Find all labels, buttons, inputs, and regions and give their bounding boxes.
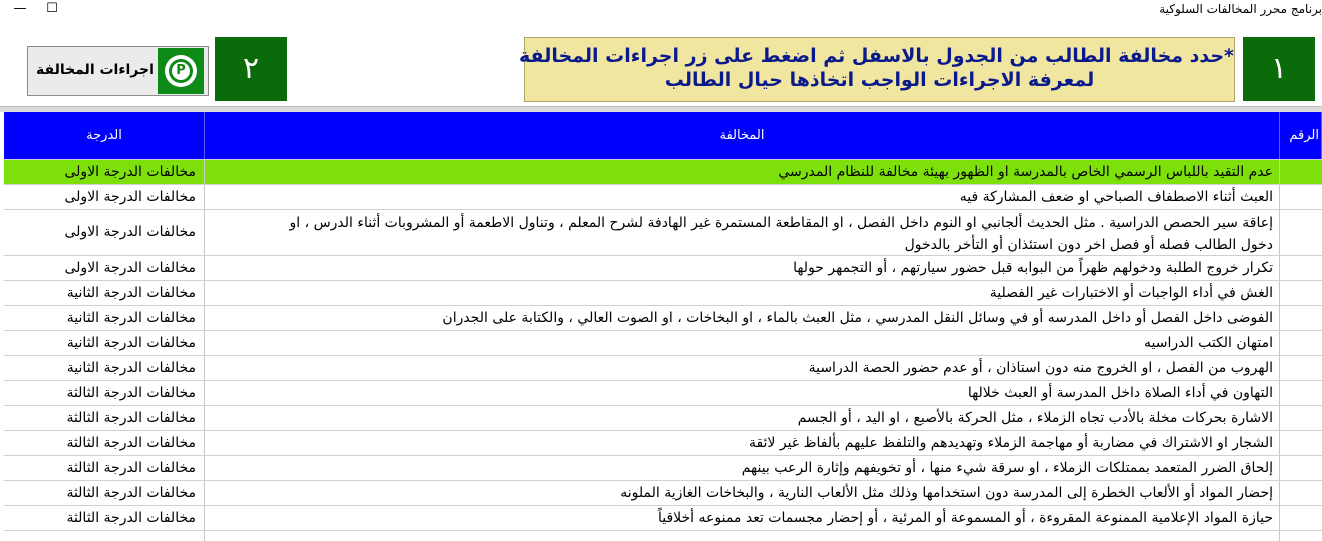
violation-cell: تكرار خروج الطلبة ودخولهم ظهراً من البوابه قبل حضور سيارتهم ، أو التجمهر حولها — [205, 256, 1280, 280]
table-row[interactable] — [4, 306, 1322, 331]
column-header-grade[interactable]: الدرجة — [4, 112, 205, 159]
violation-cell: الشجار او الاشتراك في مضاربة أو مهاجمة الزملاء وتهديدهم والتلفظ عليهم بألفاظ غير لائقة — [205, 431, 1280, 455]
icon-circle — [165, 55, 197, 87]
number-cell — [1280, 356, 1322, 380]
number-cell — [1280, 256, 1322, 280]
table-row[interactable] — [4, 481, 1322, 506]
grade-cell — [4, 531, 205, 541]
violation-line-1: إعاقة سير الحصص الدراسية . مثل الحديث ألجانبي او النوم داخل الفصل ، او المقاطعة المستمرة غير الهادفة لشرح المعلم ، وتناول الاطعمة أو المشروبات أثناء الدرس ، او — [289, 215, 1273, 231]
number-cell — [1280, 185, 1322, 209]
violation-cell: الغش في أداء الواجبات أو الاختبارات غير الفصلية — [205, 281, 1280, 305]
window-title: برنامج محرر المخالفات السلوكية — [1159, 2, 1322, 16]
violation-cell: الاشارة بحركات مخلة بالأدب تجاه الزملاء ، مثل الحركة بالأصبع ، او اليد ، أو الجسم — [205, 406, 1280, 430]
number-cell — [1280, 431, 1322, 455]
table-row[interactable] — [4, 356, 1322, 381]
violation-actions-button[interactable] — [27, 46, 209, 96]
violation-cell: إلحاق الضرر المتعمد بممتلكات الزملاء ، او سرقة شيء منها ، أو تخويفهم وإثارة الرعب بينهم — [205, 456, 1280, 480]
violation-cell — [205, 210, 1280, 255]
grade-cell: مخالفات الدرجة الاولى — [4, 210, 205, 255]
table-row[interactable] — [4, 185, 1322, 210]
violation-cell: الفوضى داخل الفصل أو داخل المدرسه أو في وسائل النقل المدرسي ، مثل العبث بالماء ، او البخاخات ، او الصوت العالي ، والكتابة على الجدران — [205, 306, 1280, 330]
grade-cell: مخالفات الدرجة الثالثة — [4, 506, 205, 530]
number-cell — [1280, 456, 1322, 480]
title-bar — [0, 0, 1322, 26]
number-cell — [1280, 381, 1322, 405]
number-cell — [1280, 210, 1322, 255]
violation-actions-label: اجراءات المخالفة — [36, 62, 154, 78]
instruction-line-2: لمعرفة الاجراءات الواجب اتخاذها حيال الطالب — [664, 69, 1095, 91]
icon-glyph: P — [169, 59, 193, 83]
grade-cell: مخالفات الدرجة الثانية — [4, 306, 205, 330]
step-2-badge: ٢ — [215, 37, 287, 101]
number-cell — [1280, 331, 1322, 355]
grade-cell: مخالفات الدرجة الاولى — [4, 160, 205, 184]
grade-cell: مخالفات الدرجة الاولى — [4, 256, 205, 280]
instruction-box — [519, 37, 1235, 102]
number-cell — [1280, 406, 1322, 430]
number-cell — [1280, 281, 1322, 305]
column-header-violation[interactable]: المخالفة — [205, 112, 1280, 159]
table-row-selected[interactable] — [4, 160, 1322, 185]
grade-cell: مخالفات الدرجة الثالثة — [4, 381, 205, 405]
instruction-line-1: *حدد مخالفة الطالب من الجدول بالاسفل ثم اضغط على زر اجراءات المخالفة — [519, 45, 1234, 67]
violation-line-2: دخول الطالب فصله أو فصل اخر دون استئذان أو التأخر بالدخول — [904, 237, 1273, 253]
table-row[interactable] — [4, 456, 1322, 481]
number-cell — [1280, 531, 1322, 541]
table-row[interactable] — [4, 281, 1322, 306]
violations-table[interactable] — [4, 112, 1322, 541]
table-row[interactable] — [4, 256, 1322, 281]
number-cell — [1280, 306, 1322, 330]
grade-cell: مخالفات الدرجة الثالثة — [4, 431, 205, 455]
table-header — [4, 112, 1322, 160]
grade-cell: مخالفات الدرجة الثالثة — [4, 406, 205, 430]
grade-cell: مخالفات الدرجة الثالثة — [4, 456, 205, 480]
table-row[interactable] — [4, 210, 1322, 256]
toolbar — [0, 26, 1322, 106]
table-row[interactable] — [4, 506, 1322, 531]
violation-cell: العبث أثناء الاصطفاف الصباحي او ضعف المشاركة فيه — [205, 185, 1280, 209]
violation-cell: إحضار المواد أو الألعاب الخطرة إلى المدرسة دون استخدامها وذلك مثل الألعاب النارية ، والبخاخات الغازية الملونه — [205, 481, 1280, 505]
table-row[interactable] — [4, 406, 1322, 431]
grade-cell: مخالفات الدرجة الثانية — [4, 331, 205, 355]
step-1-badge: ١ — [1243, 37, 1315, 101]
minimize-button[interactable]: — — [13, 1, 27, 16]
column-header-number[interactable]: الرقم — [1280, 112, 1322, 159]
violation-cell — [205, 531, 1280, 541]
table-row-partial[interactable] — [4, 531, 1322, 541]
grade-cell: مخالفات الدرجة الثالثة — [4, 481, 205, 505]
grade-cell: مخالفات الدرجة الثانية — [4, 356, 205, 380]
number-cell — [1280, 506, 1322, 530]
pinterest-icon — [158, 48, 204, 94]
violation-cell: امتهان الكتب الدراسيه — [205, 331, 1280, 355]
violation-cell: حيازة المواد الإعلامية الممنوعة المقروءة ، أو المسموعة أو المرئية ، أو إحضار مجسمات تعد ممنوعه أخلاقياً — [205, 506, 1280, 530]
table-row[interactable] — [4, 431, 1322, 456]
maximize-button[interactable]: ☐ — [46, 1, 58, 16]
number-cell — [1280, 160, 1322, 184]
number-cell — [1280, 481, 1322, 505]
grade-cell: مخالفات الدرجة الثانية — [4, 281, 205, 305]
violation-cell: الهروب من الفصل ، او الخروج منه دون استاذان ، أو عدم حضور الحصة الدراسية — [205, 356, 1280, 380]
grade-cell: مخالفات الدرجة الاولى — [4, 185, 205, 209]
table-row[interactable] — [4, 381, 1322, 406]
violation-cell: التهاون في أداء الصلاة داخل المدرسة أو العبث خلالها — [205, 381, 1280, 405]
violation-cell: عدم التقيد باللباس الرسمي الخاص بالمدرسة او الظهور بهيئة مخالفة للنظام المدرسي — [205, 160, 1280, 184]
table-row[interactable] — [4, 331, 1322, 356]
